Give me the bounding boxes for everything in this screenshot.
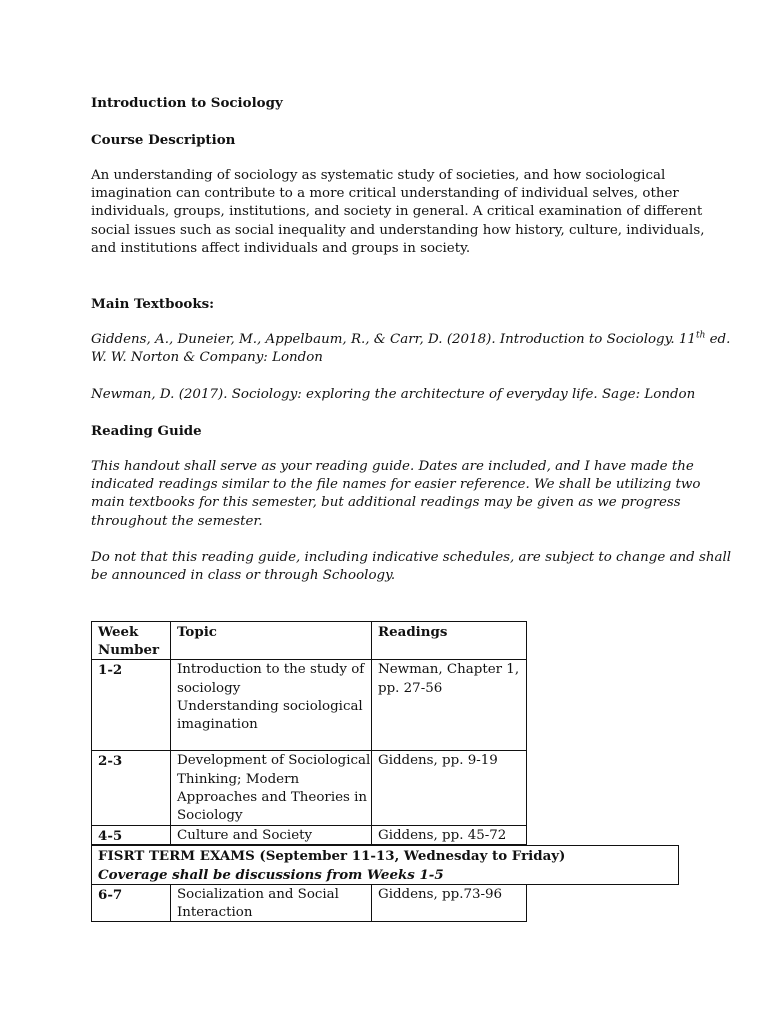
week-text: 6-7	[98, 886, 123, 903]
paragraph-line: throughout the semester.	[91, 513, 263, 529]
readings-text: Giddens, pp.73-96	[378, 886, 503, 902]
textbook-citation-newman	[91, 386, 696, 404]
topic-text: Socialization and Social	[177, 886, 339, 902]
course-description-heading: Course Description	[91, 132, 236, 148]
citation-line: Newman, D. (2017). Sociology: exploring the architecture of everyday life. Sage: London	[91, 387, 696, 402]
paragraph-line: main textbooks for this semester, but additional readings may be given as we progress	[91, 495, 681, 511]
course-description-paragraph	[91, 167, 705, 258]
readings-cell	[372, 885, 526, 921]
reading-guide-paragraph-2	[91, 549, 732, 585]
paragraph-line: individuals, groups, institutions, and society in general. A critical examination of different	[91, 204, 703, 220]
paragraph-line: be announced in class or through Schoology.	[91, 568, 396, 584]
topic-text: Introduction to the study of	[177, 662, 365, 678]
week-cell	[92, 826, 171, 844]
topic-text: Thinking; Modern	[177, 771, 300, 787]
reading-guide-heading: Reading Guide	[91, 423, 202, 439]
topic-text: Interaction	[177, 905, 253, 921]
topic-text: Sociology	[177, 808, 243, 824]
readings-cell	[372, 751, 526, 825]
exam-coverage: Coverage shall be discussions from Weeks 1-5	[98, 866, 444, 883]
week-cell	[92, 751, 171, 825]
textbook-citation-giddens	[91, 330, 731, 367]
readings-text: pp. 27-56	[378, 680, 443, 696]
topic-cell	[171, 826, 372, 844]
paragraph-line: This handout shall serve as your reading guide. Dates are included, and I have made the	[91, 459, 694, 474]
readings-text: Giddens, pp. 9-19	[378, 753, 498, 769]
header-topic	[171, 622, 372, 659]
week-text: 1-2	[98, 662, 123, 679]
readings-cell	[372, 826, 526, 844]
topic-text: imagination	[177, 717, 258, 733]
table-row	[91, 751, 527, 826]
topic-text: Development of Sociological	[177, 753, 371, 769]
exam-notice-row	[91, 845, 679, 884]
course-title: Introduction to Sociology	[91, 95, 283, 111]
header-text: Readings	[378, 624, 448, 640]
paragraph-line: indicated readings similar to the file names for easier reference. We shall be utilizing two	[91, 477, 701, 493]
citation-text: ed.	[705, 332, 731, 347]
topic-text: Approaches and Theories in	[177, 789, 368, 805]
readings-cell	[372, 660, 526, 750]
paragraph-line: social issues such as social inequality and understanding how history, culture, individuals,	[91, 222, 705, 238]
table-row	[91, 885, 527, 922]
readings-text: Giddens, pp. 45-72	[378, 828, 507, 844]
week-text: 2-3	[98, 753, 123, 770]
topic-cell	[171, 751, 372, 825]
week-cell	[92, 885, 171, 921]
paragraph-line: imagination can contribute to a more critical understanding of individual selves, other	[91, 186, 679, 202]
citation-line: W. W. Norton & Company: London	[91, 350, 323, 366]
citation-superscript: th	[695, 330, 706, 341]
header-readings	[372, 622, 526, 659]
header-text: Number	[98, 642, 160, 659]
exam-title: FISRT TERM EXAMS (September 11-13, Wednesday to Friday)	[98, 848, 566, 865]
readings-text: Newman, Chapter 1,	[378, 662, 520, 678]
paragraph-line: An understanding of sociology as systematic study of societies, and how sociological	[91, 168, 666, 183]
topic-text: Understanding sociological	[177, 698, 363, 714]
schedule-table	[91, 621, 566, 922]
week-text: 4-5	[98, 828, 123, 845]
table-row	[91, 660, 527, 751]
header-text: Week	[98, 624, 139, 640]
topic-cell	[171, 885, 372, 921]
topic-text: sociology	[177, 680, 241, 696]
header-text: Topic	[177, 624, 217, 640]
header-week-number	[92, 622, 171, 659]
reading-guide-paragraph-1	[91, 458, 701, 531]
topic-text: Culture and Society	[177, 828, 313, 844]
table-header-row	[91, 621, 527, 660]
citation-text: Giddens, A., Duneier, M., Appelbaum, R., & Carr, D. (2018). Introduction to Sociology. 11	[91, 332, 696, 347]
paragraph-line: Do not that this reading guide, including indicative schedules, are subject to change and shall	[91, 550, 732, 565]
textbooks-heading: Main Textbooks:	[91, 296, 215, 312]
week-cell	[92, 660, 171, 750]
table-row	[91, 826, 527, 845]
citation-line	[91, 330, 731, 349]
paragraph-line: and institutions affect individuals and groups in society.	[91, 240, 471, 256]
topic-cell	[171, 660, 372, 750]
